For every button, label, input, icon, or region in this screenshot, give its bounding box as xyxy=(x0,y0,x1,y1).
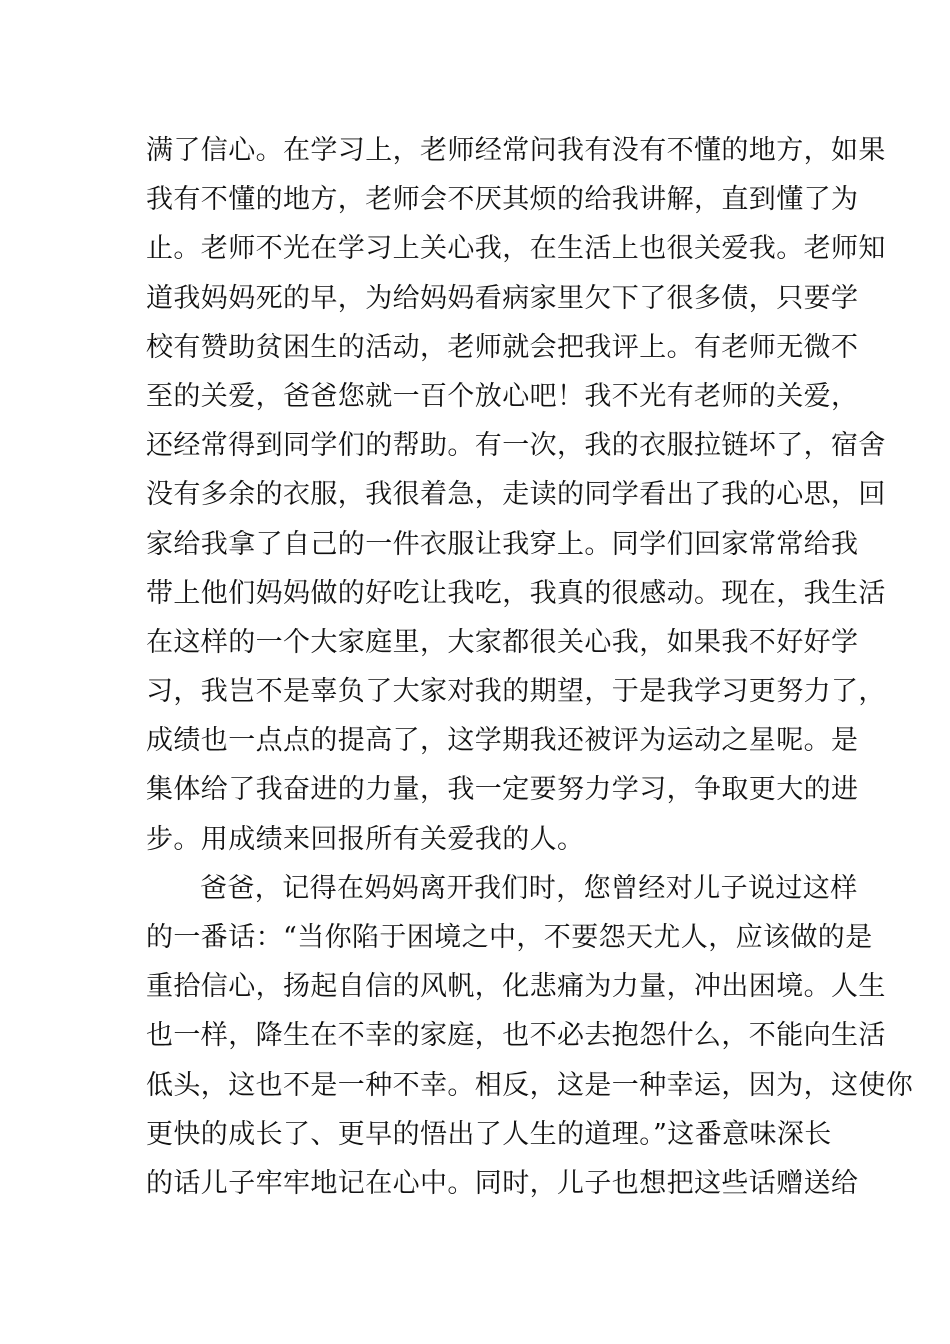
text-line: 满了信心。在学习上，老师经常问我有没有不懂的地方，如果 xyxy=(146,135,886,166)
paragraph-first-line: 爸爸，记得在妈妈离开我们时，您曾经对儿子说过这样 xyxy=(200,872,858,904)
text-line: 我有不懂的地方，老师会不厌其烦的给我讲解，直到懂了为 xyxy=(146,184,859,216)
text-line: 习，我岂不是辜负了大家对我的期望，于是我学习更努力了， xyxy=(146,676,886,708)
text-line: 带上他们妈妈做的好吃让我吃，我真的很感动。现在，我生活 xyxy=(146,577,886,609)
text-line: 集体给了我奋进的力量，我一定要努力学习，争取更大的进 xyxy=(146,774,859,806)
text-line: 成绩也一点点的提高了，这学期我还被评为运动之星呢。是 xyxy=(146,725,859,757)
text-line: 低头，这也不是一种不幸。相反，这是一种幸运，因为，这使你 xyxy=(146,1069,914,1101)
paragraph-end-line: 步。用成绩来回报所有关爱我的人。 xyxy=(146,823,585,855)
text-line: 家给我拿了自己的一件衣服让我穿上。同学们回家常常给我 xyxy=(146,528,859,560)
text-line: 没有多余的衣服，我很着急，走读的同学看出了我的心思，回 xyxy=(146,479,886,511)
text-line: 的一番话：“当你陷于困境之中，不要怨天尤人，应该做的是 xyxy=(146,922,873,953)
text-line: 重拾信心，扬起自信的风帆，化悲痛为力量，冲出困境。人生 xyxy=(146,971,886,1003)
text-line: 至的关爱，爸爸您就一百个放心吧！我不光有老师的关爱， xyxy=(146,380,859,412)
letter-body xyxy=(146,126,914,1208)
text-line: 在这样的一个大家庭里，大家都很关心我，如果我不好好学 xyxy=(146,626,859,658)
text-line: 更快的成长了、更早的悟出了人生的道理。”这番意味深长 xyxy=(146,1118,832,1150)
text-line: 止。老师不光在学习上关心我，在生活上也很关爱我。老师知 xyxy=(146,233,886,265)
text-line: 也一样，降生在不幸的家庭，也不必去抱怨什么，不能向生活 xyxy=(146,1020,886,1052)
text-line: 还经常得到同学们的帮助。有一次，我的衣服拉链坏了，宿舍 xyxy=(146,430,886,462)
text-line: 道我妈妈死的早，为给妈妈看病家里欠下了很多债，只要学 xyxy=(146,282,859,314)
text-line: 校有赞助贫困生的活动，老师就会把我评上。有老师无微不 xyxy=(146,331,859,363)
text-line: 的话儿子牢牢地记在心中。同时，儿子也想把这些话赠送给 xyxy=(146,1167,859,1199)
